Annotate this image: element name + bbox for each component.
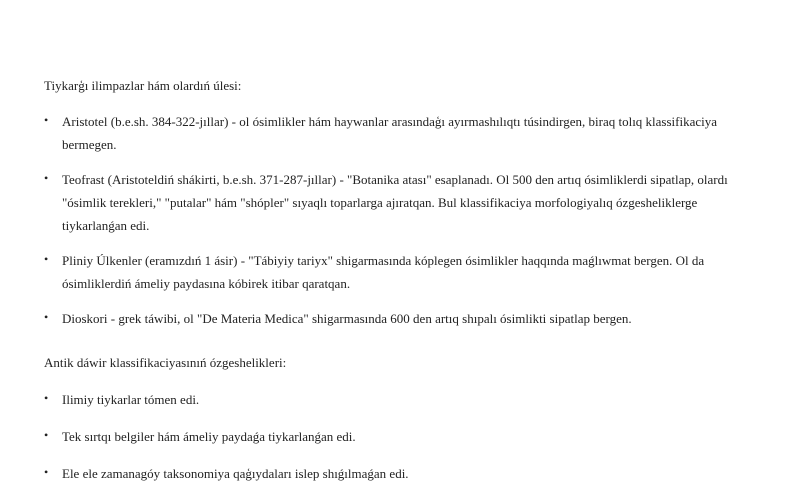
bullet-icon: •	[44, 465, 49, 479]
bullet-icon: •	[44, 113, 49, 127]
features-list	[44, 388, 764, 485]
list-item-text: Teofrast (Aristoteldiń shákirti, b.e.sh. 371-287-jıllar) - "Botanika atası" esaplanadı. Ol 500 den artıq ósimliklerdi sipatlap, olardı "ósimlik terekleri," "putalar" hám "shópler" sıyaqlı toparlarga ajıratqan. Bul klassifikaciya morfologiyalıq ózgesheliklerge tiykarlanǵan edi.	[62, 172, 728, 233]
list-item-text: Ele ele zamanagóy taksonomiya qaģıydaları islep shıǵılmaǵan edi.	[62, 466, 409, 481]
list-item	[44, 425, 764, 448]
list-item-text: Dioskori - grek táwibi, ol "De Materia Medica" shigarmasında 600 den artıq shıpalı ósimlikti sipatlap bergen.	[62, 311, 632, 326]
list-item	[44, 249, 764, 295]
scholars-list	[44, 110, 764, 330]
list-item	[44, 388, 764, 411]
list-item-text: Aristotel (b.e.sh. 384-322-jıllar) - ol ósimlikler hám haywanlar arasındaģı ayırmashılıqtı túsindirgen, biraq tolıq klassifikaciya bermegen.	[62, 114, 718, 152]
section-scholars	[44, 74, 764, 330]
list-item	[44, 168, 764, 237]
section-heading-features: Antik dáwir klassifikaciyasınıń ózgeshelikleri:	[44, 355, 287, 370]
bullet-icon: •	[44, 428, 49, 442]
list-item-text: Pliniy Úlkenler (eramızdıń 1 ásir) - "Tábiyiy tariyx" shigarmasında kóplegen ósimlikler haqqında maǵlıwmat bergen. Ol da ósimliklerdiń ámeliy paydasına kóbirek itibar qaratqan.	[62, 253, 705, 291]
list-item-text: Ilimiy tiykarlar tómen edi.	[62, 392, 200, 407]
section-heading-scholars: Tiykarģı ilimpazlar hám olardıń úlesi:	[44, 78, 242, 93]
list-item	[44, 110, 764, 156]
section-features	[44, 351, 764, 485]
bullet-icon: •	[44, 391, 49, 405]
list-item	[44, 307, 764, 330]
bullet-icon: •	[44, 171, 49, 185]
list-item-text: Tek sırtqı belgiler hám ámeliy paydaǵa tiykarlanǵan edi.	[62, 429, 356, 444]
bullet-icon: •	[44, 310, 49, 324]
document-body	[44, 74, 764, 499]
list-item	[44, 462, 764, 485]
bullet-icon: •	[44, 252, 49, 266]
